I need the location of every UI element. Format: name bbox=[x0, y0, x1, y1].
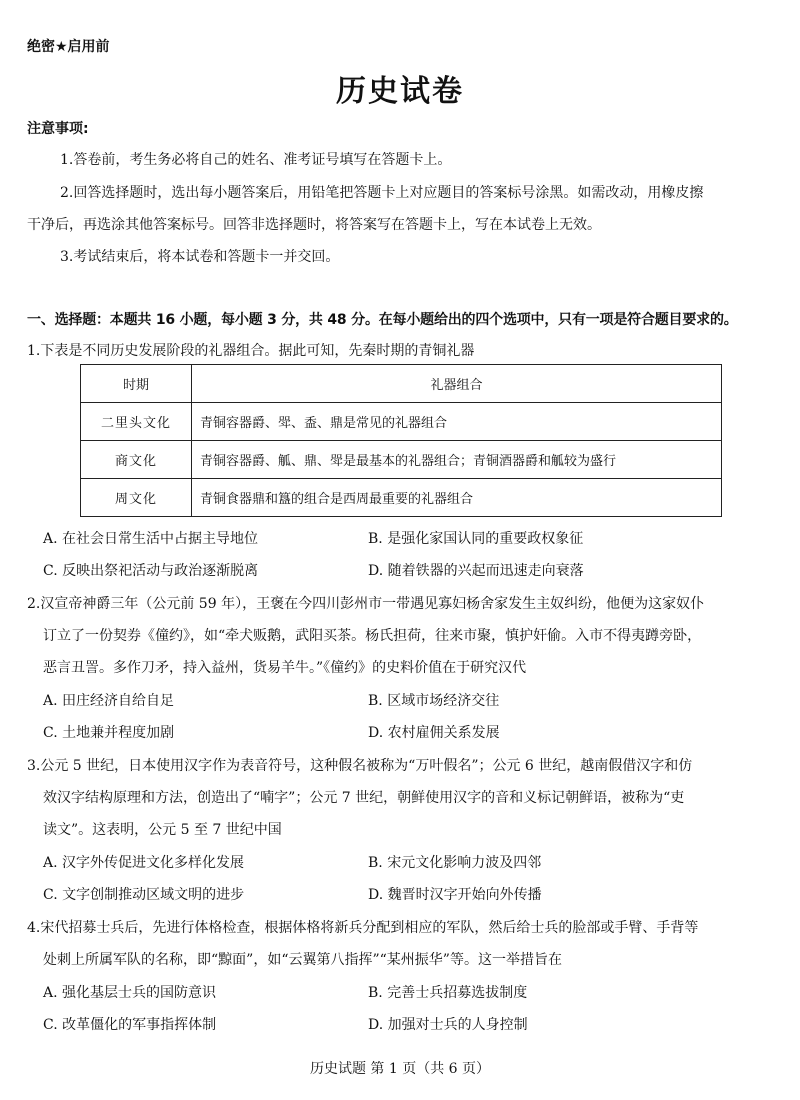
q3-option-c: C. 文字创制推动区域文明的进步 bbox=[43, 887, 245, 903]
table-row bbox=[81, 479, 722, 517]
table-header-period: 时期 bbox=[81, 365, 192, 403]
table-cell-vessels: 青铜容器爵、斝、盉、鼎是常见的礼器组合 bbox=[192, 403, 722, 441]
question-4-stem-line-1: 4.宋代招募士兵后，先进行体格检查，根据体格将新兵分配到相应的军队，然后给士兵的脸部或手臂、手背等 bbox=[27, 920, 699, 936]
q3-option-a: A. 汉字外传促进文化多样化发展 bbox=[43, 855, 245, 871]
q4-option-a: A. 强化基层士兵的国防意识 bbox=[43, 985, 217, 1001]
table-cell-vessels: 青铜容器爵、觚、鼎、斝是最基本的礼器组合；青铜酒器爵和觚较为盛行 bbox=[192, 441, 722, 479]
secret-mark: 绝密★启用前 bbox=[27, 39, 110, 55]
notice-heading: 注意事项: bbox=[27, 121, 89, 137]
question-4-stem-line-2: 处刺上所属军队的名称，即“黥面”，如“云翼第八指挥”“某州振华”等。这一举措旨在 bbox=[43, 952, 562, 968]
notice-item-2: 2.回答选择题时，选出每小题答案后，用铅笔把答题卡上对应题目的答案标号涂黑。如需改动，用橡皮擦 bbox=[60, 185, 704, 201]
q4-option-b: B. 完善士兵招募选拔制度 bbox=[368, 985, 528, 1001]
question-3-stem-line-2: 效汉字结构原理和方法，创造出了“喃字”；公元 7 世纪，朝鲜使用汉字的音和义标记朝鲜语，被称为“吏 bbox=[43, 790, 685, 806]
q1-option-a: A. 在社会日常生活中占据主导地位 bbox=[43, 531, 259, 547]
table-cell-period: 二里头文化 bbox=[81, 403, 192, 441]
q1-option-b: B. 是强化家国认同的重要政权象征 bbox=[368, 531, 584, 547]
q2-option-d: D. 农村雇佣关系发展 bbox=[368, 725, 500, 741]
q3-option-d: D. 魏晋时汉字开始向外传播 bbox=[368, 887, 542, 903]
table-header-vessels: 礼器组合 bbox=[192, 365, 722, 403]
question-3-stem-line-1: 3.公元 5 世纪，日本使用汉字作为表音符号，这种假名被称为“万叶假名”；公元 6 世纪，越南假借汉字和仿 bbox=[27, 758, 693, 774]
question-1-stem: 1.下表是不同历史发展阶段的礼器组合。据此可知，先秦时期的青铜礼器 bbox=[27, 343, 475, 359]
table-row bbox=[81, 403, 722, 441]
q4-option-c: C. 改革僵化的军事指挥体制 bbox=[43, 1017, 217, 1033]
q2-option-a: A. 田庄经济自给自足 bbox=[43, 693, 175, 709]
q1-option-c: C. 反映出祭祀活动与政治逐渐脱离 bbox=[43, 563, 259, 579]
page-title: 历史试卷 bbox=[336, 74, 464, 109]
q3-option-b: B. 宋元文化影响力波及四邻 bbox=[368, 855, 542, 871]
question-2-stem-line-1: 2.汉宣帝神爵三年（公元前 59 年），王褒在今四川彭州市一带遇见寡妇杨舍家发生主奴纠纷，他便为这家奴仆 bbox=[27, 596, 705, 612]
q4-option-d: D. 加强对士兵的人身控制 bbox=[368, 1017, 528, 1033]
q2-option-b: B. 区域市场经济交往 bbox=[368, 693, 500, 709]
question-2-stem-line-2: 订立了一份契券《僮约》，如“牵犬贩鹅，武阳买茶。杨氏担荷，往来市聚，慎护奸偷。入市不得夷蹲旁卧， bbox=[43, 628, 702, 644]
table-header-row bbox=[81, 365, 722, 403]
section-heading: 一、选择题：本题共 16 小题，每小题 3 分，共 48 分。在每小题给出的四个选项中，只有一项是符合题目要求的。 bbox=[27, 312, 738, 328]
q2-option-c: C. 土地兼并程度加剧 bbox=[43, 725, 175, 741]
question-2-stem-line-3: 恶言丑詈。多作刀矛，持入益州，货易羊牛。”《僮约》的史料价值在于研究汉代 bbox=[43, 660, 527, 676]
table-cell-period: 商文化 bbox=[81, 441, 192, 479]
table-row bbox=[81, 441, 722, 479]
notice-item-2-cont: 干净后，再选涂其他答案标号。回答非选择题时，将答案写在答题卡上，写在本试卷上无效。 bbox=[27, 217, 601, 233]
table-cell-period: 周文化 bbox=[81, 479, 192, 517]
notice-item-3: 3.考试结束后，将本试卷和答题卡一并交回。 bbox=[60, 249, 340, 265]
question-3-stem-line-3: 读文”。这表明，公元 5 至 7 世纪中国 bbox=[43, 822, 282, 838]
notice-item-1: 1.答卷前，考生务必将自己的姓名、准考证号填写在答题卡上。 bbox=[60, 152, 452, 168]
q1-option-d: D. 随着铁器的兴起而迅速走向衰落 bbox=[368, 563, 584, 579]
page-footer: 历史试题 第 1 页（共 6 页） bbox=[309, 1061, 491, 1077]
table-cell-vessels: 青铜食器鼎和簋的组合是西周最重要的礼器组合 bbox=[192, 479, 722, 517]
ritual-vessel-table bbox=[80, 364, 722, 517]
